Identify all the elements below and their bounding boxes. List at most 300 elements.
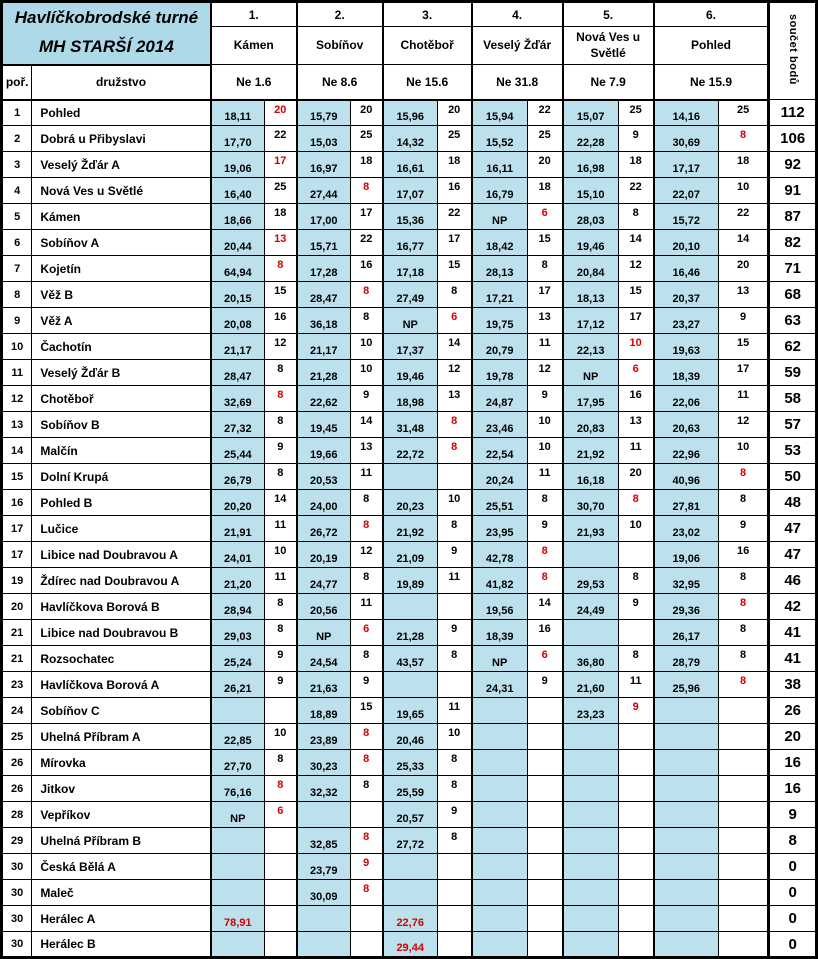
time-cell: 17,37 <box>383 334 438 360</box>
rank-cell: 26 <box>2 750 32 776</box>
time-cell: 21,92 <box>563 438 619 464</box>
total-points-cell: 38 <box>769 672 817 698</box>
time-cell <box>472 724 528 750</box>
table-row <box>2 828 817 854</box>
points-cell: 17 <box>350 204 382 230</box>
time-cell: 28,94 <box>211 594 265 620</box>
tournament-title <box>2 2 211 65</box>
points-cell: 25 <box>350 126 382 152</box>
tournament-title-line2: MH STARŠÍ 2014 <box>39 37 174 57</box>
time-cell <box>563 542 619 568</box>
points-cell: 10 <box>350 360 382 386</box>
time-cell: 18,11 <box>211 100 265 126</box>
points-cell <box>437 932 471 958</box>
points-cell: 9 <box>264 672 296 698</box>
team-cell: Sobíňov B <box>32 412 211 438</box>
time-cell <box>472 854 528 880</box>
points-cell: 14 <box>350 412 382 438</box>
time-cell: 25,96 <box>654 672 719 698</box>
points-cell: 8 <box>350 568 382 594</box>
time-cell: 20,46 <box>383 724 438 750</box>
time-cell: NP <box>211 802 265 828</box>
time-cell: 23,27 <box>654 308 719 334</box>
time-cell: 20,79 <box>472 334 528 360</box>
points-cell: 8 <box>527 256 562 282</box>
time-cell <box>472 750 528 776</box>
table-row <box>2 776 817 802</box>
points-cell: 14 <box>437 334 471 360</box>
total-points-cell: 82 <box>769 230 817 256</box>
team-cell: Dobrá u Přibyslavi <box>32 126 211 152</box>
time-cell: 18,13 <box>563 282 619 308</box>
points-cell: 8 <box>437 412 471 438</box>
round-venue-5: Nová Ves u Světlé <box>563 27 654 65</box>
team-cell: Kámen <box>32 204 211 230</box>
points-cell: 8 <box>718 126 769 152</box>
time-cell: 16,46 <box>654 256 719 282</box>
points-cell: 8 <box>718 490 769 516</box>
time-cell: NP <box>472 204 528 230</box>
time-cell: 18,39 <box>654 360 719 386</box>
points-cell: 8 <box>264 750 296 776</box>
time-cell: 16,11 <box>472 152 528 178</box>
rank-cell: 30 <box>2 880 32 906</box>
points-cell: 8 <box>718 594 769 620</box>
points-cell <box>350 906 382 932</box>
team-cell: Maleč <box>32 880 211 906</box>
round-venue-1: Kámen <box>211 27 297 65</box>
points-cell: 8 <box>437 438 471 464</box>
points-cell <box>527 750 562 776</box>
time-cell: 76,16 <box>211 776 265 802</box>
time-cell: NP <box>563 360 619 386</box>
time-cell <box>472 776 528 802</box>
time-cell: 16,79 <box>472 178 528 204</box>
points-cell: 10 <box>718 178 769 204</box>
points-cell: 10 <box>718 438 769 464</box>
total-points-cell: 92 <box>769 152 817 178</box>
points-cell <box>527 906 562 932</box>
time-cell: 19,46 <box>563 230 619 256</box>
time-cell: 32,85 <box>297 828 351 854</box>
time-cell: 26,72 <box>297 516 351 542</box>
time-cell: NP <box>297 620 351 646</box>
points-cell: 8 <box>618 490 653 516</box>
time-cell: 32,32 <box>297 776 351 802</box>
points-cell <box>527 698 562 724</box>
time-cell: 26,17 <box>654 620 719 646</box>
points-cell: 10 <box>437 724 471 750</box>
time-cell: 17,70 <box>211 126 265 152</box>
round-venue-3: Chotěboř <box>383 27 472 65</box>
points-cell: 11 <box>350 464 382 490</box>
points-cell: 12 <box>618 256 653 282</box>
points-cell: 8 <box>350 828 382 854</box>
time-cell: 23,79 <box>297 854 351 880</box>
time-cell: 42,78 <box>472 542 528 568</box>
table-row <box>2 360 817 386</box>
time-cell: 16,98 <box>563 152 619 178</box>
total-points-cell: 8 <box>769 828 817 854</box>
points-cell: 11 <box>718 386 769 412</box>
points-cell: 13 <box>718 282 769 308</box>
time-cell: 25,44 <box>211 438 265 464</box>
round-date-6: Ne 15.9 <box>654 65 769 100</box>
points-cell <box>618 854 653 880</box>
table-row <box>2 750 817 776</box>
points-cell <box>527 880 562 906</box>
time-cell: 17,18 <box>383 256 438 282</box>
points-cell: 8 <box>437 776 471 802</box>
points-cell: 22 <box>437 204 471 230</box>
points-cell: 11 <box>350 594 382 620</box>
rank-cell: 10 <box>2 334 32 360</box>
time-cell <box>654 750 719 776</box>
rank-cell: 16 <box>2 490 32 516</box>
points-cell <box>350 932 382 958</box>
points-cell <box>437 854 471 880</box>
time-cell: 36,18 <box>297 308 351 334</box>
points-cell: 17 <box>264 152 296 178</box>
points-cell: 15 <box>437 256 471 282</box>
points-cell <box>718 906 769 932</box>
points-cell: 8 <box>264 464 296 490</box>
points-cell: 9 <box>618 698 653 724</box>
table-row <box>2 178 817 204</box>
time-cell: 22,28 <box>563 126 619 152</box>
points-cell <box>264 854 296 880</box>
round-number-4: 4. <box>472 2 563 27</box>
time-cell: 20,08 <box>211 308 265 334</box>
table-row <box>2 256 817 282</box>
total-points-cell: 47 <box>769 516 817 542</box>
team-cell: Veselý Žďár A <box>32 152 211 178</box>
points-cell: 8 <box>264 256 296 282</box>
points-cell: 8 <box>527 542 562 568</box>
time-cell: 17,95 <box>563 386 619 412</box>
team-cell: Havlíčkova Borová A <box>32 672 211 698</box>
table-row <box>2 438 817 464</box>
time-cell: 21,17 <box>211 334 265 360</box>
time-cell <box>472 698 528 724</box>
points-cell: 9 <box>437 542 471 568</box>
time-cell: 27,81 <box>654 490 719 516</box>
points-cell: 8 <box>350 776 382 802</box>
time-cell: 20,37 <box>654 282 719 308</box>
rank-cell: 21 <box>2 646 32 672</box>
points-cell: 6 <box>264 802 296 828</box>
points-cell: 8 <box>264 386 296 412</box>
time-cell: 15,10 <box>563 178 619 204</box>
team-cell: Dolní Krupá <box>32 464 211 490</box>
total-points-cell: 71 <box>769 256 817 282</box>
time-cell: 16,61 <box>383 152 438 178</box>
points-cell <box>618 828 653 854</box>
points-cell: 22 <box>718 204 769 230</box>
points-cell: 8 <box>350 750 382 776</box>
time-cell: 24,00 <box>297 490 351 516</box>
total-points-cell: 0 <box>769 880 817 906</box>
points-cell: 10 <box>437 490 471 516</box>
rank-cell: 5 <box>2 204 32 230</box>
points-cell: 10 <box>618 516 653 542</box>
time-cell <box>563 724 619 750</box>
points-cell: 17 <box>437 230 471 256</box>
time-cell: 19,45 <box>297 412 351 438</box>
time-cell: 19,56 <box>472 594 528 620</box>
points-cell: 8 <box>264 620 296 646</box>
points-cell: 18 <box>350 152 382 178</box>
time-cell: 24,87 <box>472 386 528 412</box>
time-cell: 19,46 <box>383 360 438 386</box>
time-cell <box>563 828 619 854</box>
time-cell <box>654 828 719 854</box>
points-cell <box>264 828 296 854</box>
rank-cell: 9 <box>2 308 32 334</box>
team-cell: Malčín <box>32 438 211 464</box>
points-cell: 8 <box>437 646 471 672</box>
points-cell: 22 <box>350 230 382 256</box>
time-cell: 31,48 <box>383 412 438 438</box>
total-points-cell: 42 <box>769 594 817 620</box>
time-cell: 19,66 <box>297 438 351 464</box>
time-cell: 18,42 <box>472 230 528 256</box>
team-cell: Česká Bělá A <box>32 854 211 880</box>
time-cell: 17,12 <box>563 308 619 334</box>
points-cell: 8 <box>618 204 653 230</box>
points-cell: 15 <box>718 334 769 360</box>
time-cell <box>383 880 438 906</box>
points-cell: 8 <box>437 828 471 854</box>
points-cell: 8 <box>264 594 296 620</box>
time-cell: 21,20 <box>211 568 265 594</box>
points-cell: 8 <box>350 490 382 516</box>
time-cell: 22,62 <box>297 386 351 412</box>
points-cell <box>527 932 562 958</box>
points-cell: 18 <box>527 178 562 204</box>
points-cell: 9 <box>350 386 382 412</box>
time-cell <box>211 854 265 880</box>
team-cell: Uhelná Příbram A <box>32 724 211 750</box>
time-cell: 21,09 <box>383 542 438 568</box>
time-cell: 15,36 <box>383 204 438 230</box>
round-date-4: Ne 31.8 <box>472 65 563 100</box>
points-cell: 25 <box>718 100 769 126</box>
time-cell <box>383 854 438 880</box>
time-cell <box>563 932 619 958</box>
points-cell: 15 <box>264 282 296 308</box>
points-cell <box>718 880 769 906</box>
rank-cell: 11 <box>2 360 32 386</box>
time-cell: 18,66 <box>211 204 265 230</box>
time-cell <box>472 880 528 906</box>
time-cell: 78,91 <box>211 906 265 932</box>
table-row <box>2 724 817 750</box>
total-points-cell: 68 <box>769 282 817 308</box>
points-cell: 11 <box>437 698 471 724</box>
points-cell: 16 <box>264 308 296 334</box>
total-points-label: součet bodů <box>787 14 800 85</box>
time-cell <box>211 932 265 958</box>
points-cell: 11 <box>527 334 562 360</box>
points-cell <box>618 802 653 828</box>
time-cell <box>654 932 719 958</box>
points-cell: 10 <box>618 334 653 360</box>
points-cell: 22 <box>264 126 296 152</box>
table-row <box>2 672 817 698</box>
total-points-cell: 106 <box>769 126 817 152</box>
time-cell: 21,91 <box>211 516 265 542</box>
total-points-cell: 62 <box>769 334 817 360</box>
points-cell <box>264 906 296 932</box>
points-cell <box>527 828 562 854</box>
rank-cell: 17 <box>2 516 32 542</box>
total-points-cell: 46 <box>769 568 817 594</box>
time-cell: 36,80 <box>563 646 619 672</box>
points-cell: 8 <box>437 516 471 542</box>
total-points-cell: 53 <box>769 438 817 464</box>
time-cell: 19,06 <box>211 152 265 178</box>
time-cell: 24,77 <box>297 568 351 594</box>
time-cell <box>211 828 265 854</box>
time-cell: 28,47 <box>211 360 265 386</box>
total-points-cell: 16 <box>769 776 817 802</box>
points-cell: 13 <box>350 438 382 464</box>
time-cell: 43,57 <box>383 646 438 672</box>
team-cell: Uhelná Příbram B <box>32 828 211 854</box>
total-points-cell: 41 <box>769 620 817 646</box>
points-cell: 6 <box>527 204 562 230</box>
time-cell: 25,24 <box>211 646 265 672</box>
rank-cell: 23 <box>2 672 32 698</box>
time-cell: 17,00 <box>297 204 351 230</box>
points-cell: 17 <box>718 360 769 386</box>
rank-cell: 20 <box>2 594 32 620</box>
points-cell: 6 <box>527 646 562 672</box>
table-row <box>2 204 817 230</box>
points-cell: 6 <box>618 360 653 386</box>
rank-cell: 21 <box>2 620 32 646</box>
time-cell: 23,02 <box>654 516 719 542</box>
time-cell: 20,56 <box>297 594 351 620</box>
round-venue-6: Pohled <box>654 27 769 65</box>
time-cell: 21,17 <box>297 334 351 360</box>
time-cell: 25,51 <box>472 490 528 516</box>
time-cell: 29,44 <box>383 932 438 958</box>
time-cell: 25,33 <box>383 750 438 776</box>
time-cell: 22,13 <box>563 334 619 360</box>
time-cell: 14,16 <box>654 100 719 126</box>
time-cell: 20,20 <box>211 490 265 516</box>
time-cell: 64,94 <box>211 256 265 282</box>
team-cell: Rozsochatec <box>32 646 211 672</box>
time-cell: 21,28 <box>383 620 438 646</box>
table-row <box>2 880 817 906</box>
table-row <box>2 802 817 828</box>
points-cell: 13 <box>618 412 653 438</box>
rank-cell: 6 <box>2 230 32 256</box>
rank-cell: 15 <box>2 464 32 490</box>
time-cell: 28,79 <box>654 646 719 672</box>
time-cell: 16,40 <box>211 178 265 204</box>
points-cell: 11 <box>264 516 296 542</box>
points-cell: 8 <box>718 672 769 698</box>
time-cell: 22,07 <box>654 178 719 204</box>
points-cell: 8 <box>437 282 471 308</box>
time-cell: 14,32 <box>383 126 438 152</box>
rank-cell: 2 <box>2 126 32 152</box>
points-cell: 13 <box>264 230 296 256</box>
time-cell: 15,72 <box>654 204 719 230</box>
points-cell <box>437 594 471 620</box>
points-cell: 12 <box>437 360 471 386</box>
time-cell: 19,75 <box>472 308 528 334</box>
points-cell <box>527 724 562 750</box>
points-cell: 14 <box>527 594 562 620</box>
points-cell: 11 <box>618 672 653 698</box>
total-points-cell: 91 <box>769 178 817 204</box>
points-cell: 6 <box>350 620 382 646</box>
points-cell: 10 <box>350 334 382 360</box>
round-venue-2: Sobíňov <box>297 27 383 65</box>
table-row <box>2 308 817 334</box>
rank-cell: 3 <box>2 152 32 178</box>
time-cell <box>297 906 351 932</box>
time-cell: 30,09 <box>297 880 351 906</box>
points-cell: 17 <box>618 308 653 334</box>
points-cell: 20 <box>527 152 562 178</box>
points-cell: 8 <box>350 178 382 204</box>
points-cell: 12 <box>350 542 382 568</box>
round-number-5: 5. <box>563 2 654 27</box>
rank-cell: 28 <box>2 802 32 828</box>
points-cell: 13 <box>437 386 471 412</box>
points-cell: 9 <box>264 646 296 672</box>
rank-cell: 30 <box>2 932 32 958</box>
points-cell <box>527 776 562 802</box>
points-cell: 8 <box>264 412 296 438</box>
team-cell: Sobíňov C <box>32 698 211 724</box>
points-cell: 11 <box>437 568 471 594</box>
total-points-cell: 0 <box>769 906 817 932</box>
rank-cell: 1 <box>2 100 32 126</box>
points-cell: 8 <box>350 282 382 308</box>
time-cell: 19,06 <box>654 542 719 568</box>
time-cell: 22,76 <box>383 906 438 932</box>
time-cell: 20,84 <box>563 256 619 282</box>
time-cell: 16,97 <box>297 152 351 178</box>
time-cell <box>383 672 438 698</box>
time-cell <box>654 906 719 932</box>
time-cell: 20,44 <box>211 230 265 256</box>
rank-cell: 29 <box>2 828 32 854</box>
total-points-cell: 50 <box>769 464 817 490</box>
points-cell: 8 <box>437 750 471 776</box>
time-cell: 19,63 <box>654 334 719 360</box>
points-cell <box>618 750 653 776</box>
points-cell: 9 <box>437 802 471 828</box>
table-row <box>2 464 817 490</box>
table-row <box>2 568 817 594</box>
time-cell: 26,79 <box>211 464 265 490</box>
rank-cell: 24 <box>2 698 32 724</box>
time-cell: 20,23 <box>383 490 438 516</box>
points-cell: 18 <box>718 152 769 178</box>
time-cell: 17,21 <box>472 282 528 308</box>
time-cell: 15,96 <box>383 100 438 126</box>
points-cell: 25 <box>264 178 296 204</box>
total-points-cell: 87 <box>769 204 817 230</box>
